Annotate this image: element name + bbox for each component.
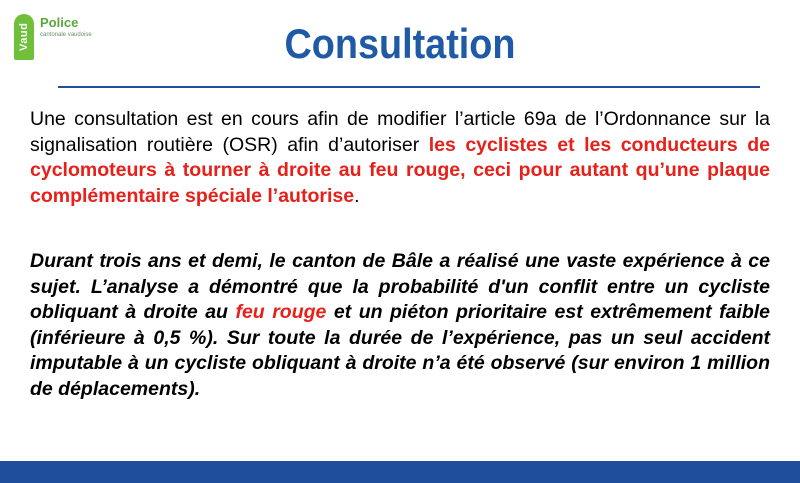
paragraph1-highlight: les cyclistes et les conducteurs de cyclomoteurs à tourner à droite au feu rouge, ceci pour autant qu’une plaque complémentaire spéciale l’autorise xyxy=(30,133,770,207)
paragraph2-text-after: et un piéton prioritaire est extrêmement faible (inférieure à 0,5 %). Sur toute la durée de l’expérience, pas un seul accident imputable à un cycliste obliquant à droite n’a été observé (sur environ 1 million de déplacements). xyxy=(30,301,771,400)
logo-subtitle: cantonale vaudoise xyxy=(40,32,92,38)
paragraph-experiment xyxy=(30,249,770,402)
title-divider xyxy=(58,86,760,88)
logo-name: Police xyxy=(40,15,79,30)
paragraph1-text-after: . xyxy=(354,184,360,207)
slide-title: Consultation xyxy=(284,20,516,67)
paragraph2-highlight: feu rouge xyxy=(235,301,327,323)
logo-vaud-shield: Vaud xyxy=(14,14,34,60)
footer-bar xyxy=(0,461,800,483)
paragraph1-text-before: Une consultation est en cours afin de modifier l’article 69a de l’Ordonnance sur la signalisation routière (OSR) afin d’autoriser xyxy=(30,108,770,156)
paragraph2-text-before: Durant trois ans et demi, le canton de Bâle a réalisé une vaste expérience à ce sujet. L’analyse a démontré que la probabilité d'un conflit entre un cycliste obliquant à droite au xyxy=(30,250,770,323)
paragraph-consultation xyxy=(30,107,770,209)
